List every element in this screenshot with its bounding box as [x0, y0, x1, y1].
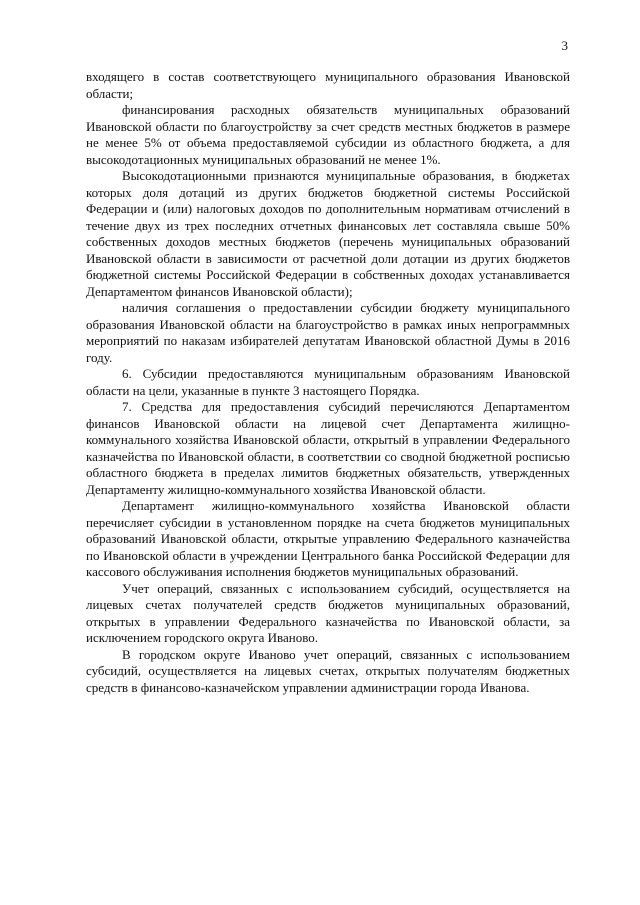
paragraph-ivanovo-accounting: В городском округе Иваново учет операций, связанных с использованием субсидий, осуществляется на лицевых счетах, открытых получателям бюджетных средств в финансово-казначейском управлении администрации города Иванова. — [86, 646, 570, 695]
document-body — [86, 69, 570, 696]
paragraph-item-7: 7. Средства для предоставления субсидий перечисляются Департаментом финансов Ивановской области на лицевой счет Департамента жилищно-коммунального хозяйства Ивановской области, открытый в управлении Федерального казначейства по Ивановской области, в соответствии со сводной бюджетной росписью областного бюджета в пределах лимитов бюджетных обязательств, утвержденных Департаменту жилищно-коммунального хозяйства Ивановской области. — [86, 399, 570, 497]
paragraph-continuation: входящего в состав соответствующего муниципального образования Ивановской области; — [86, 69, 570, 101]
paragraph-accounting: Учет операций, связанных с использованием субсидий, осуществляется на лицевых счетах получателей средств бюджетов муниципальных образований, открытых в управлении Федерального казначейства по Ивановской области, за исключением городского округа Иваново. — [86, 580, 570, 645]
paragraph-item-6: 6. Субсидии предоставляются муниципальным образованиям Ивановской области на цели, указанные в пункте 3 настоящего Порядка. — [86, 366, 570, 398]
page-number: 3 — [561, 38, 568, 53]
paragraph-high-subsidy-definition: Высокодотационными признаются муниципальные образования, в бюджетах которых доля дотаций из других бюджетов бюджетной системы Российской Федерации и (или) налоговых доходов по дополнительным нормативам отчислений в течение двух из трех последних отчетных финансовых лет составляла свыше 50% собственных доходов местных бюджетов (перечень муниципальных образований Ивановской области в зависимости от расчетной доли дотации из других бюджетов бюджетной системы Российской Федерации в собственных доходах устанавливается Департаментом финансов Ивановской области); — [86, 168, 570, 299]
paragraph-department-transfers: Департамент жилищно-коммунального хозяйства Ивановской области перечисляет субсидии в установленном порядке на счета бюджетов муниципальных образований Ивановской области, открытые управлению Федерального казначейства по Ивановской области в учреждении Центрального банка Российской Федерации для кассового обслуживания исполнения бюджетов муниципальных образований. — [86, 498, 570, 579]
paragraph-financing: финансирования расходных обязательств муниципальных образований Ивановской области по благоустройству за счет средств местных бюджетов в размере не менее 5% от объема предоставляемой субсидии из областного бюджета, а для высокодотационных муниципальных образований не менее 1%. — [86, 102, 570, 167]
paragraph-agreement: наличия соглашения о предоставлении субсидии бюджету муниципального образования Ивановской области на благоустройство в рамках иных непрограммных мероприятий по наказам избирателей депутатам Ивановской областной Думы в 2016 году. — [86, 300, 570, 365]
